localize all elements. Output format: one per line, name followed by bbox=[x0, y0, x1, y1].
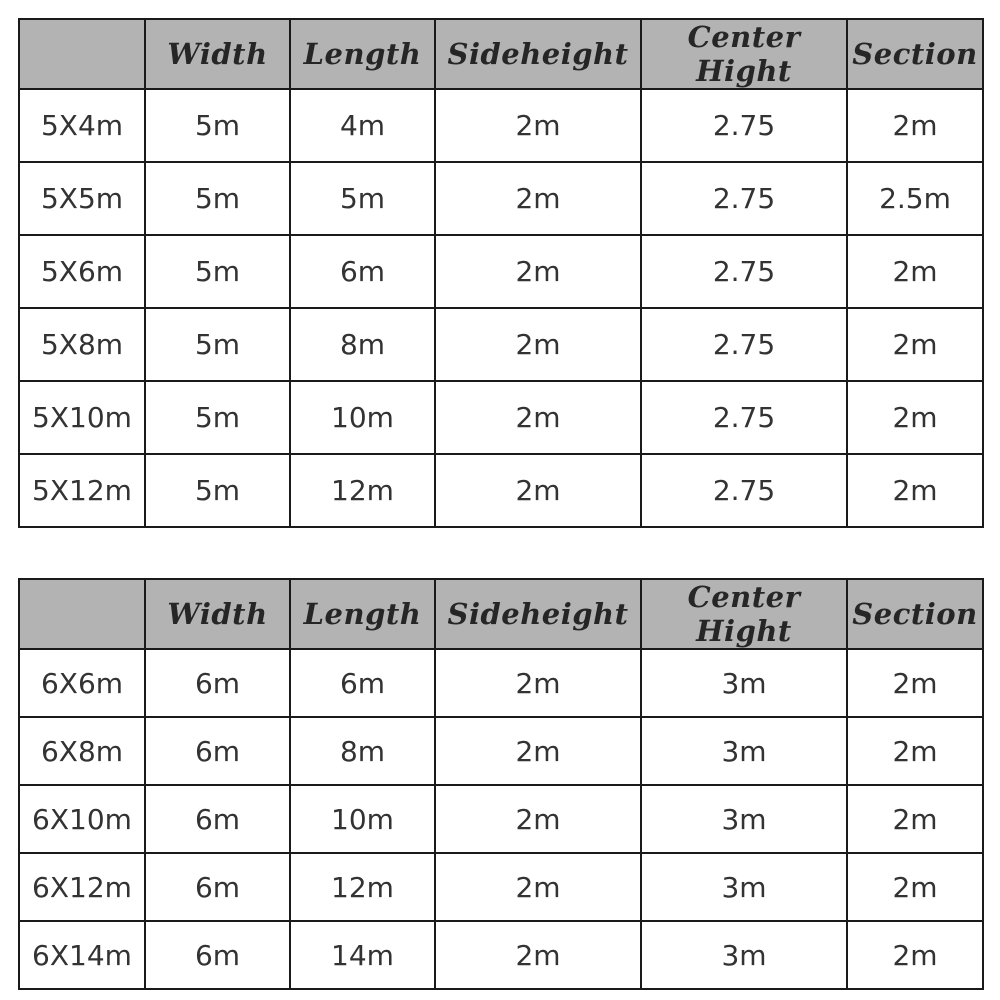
width-cell: 6m bbox=[145, 649, 290, 717]
sideheight-cell: 2m bbox=[435, 853, 641, 921]
center-hight-cell: 3m bbox=[641, 785, 847, 853]
model-cell: 5X5m bbox=[19, 162, 145, 235]
section-cell: 2m bbox=[847, 853, 983, 921]
center-hight-cell: 3m bbox=[641, 649, 847, 717]
section-cell: 2m bbox=[847, 308, 983, 381]
header-length: Length bbox=[290, 19, 435, 89]
header-row bbox=[19, 579, 983, 649]
length-cell: 4m bbox=[290, 89, 435, 162]
model-cell: 5X10m bbox=[19, 381, 145, 454]
width-cell: 5m bbox=[145, 308, 290, 381]
length-cell: 10m bbox=[290, 785, 435, 853]
header-section: Section bbox=[847, 579, 983, 649]
sideheight-cell: 2m bbox=[435, 717, 641, 785]
table-row bbox=[19, 162, 983, 235]
length-cell: 6m bbox=[290, 649, 435, 717]
table-row bbox=[19, 235, 983, 308]
center-hight-cell: 3m bbox=[641, 853, 847, 921]
model-cell: 6X8m bbox=[19, 717, 145, 785]
model-cell: 5X6m bbox=[19, 235, 145, 308]
header-row bbox=[19, 19, 983, 89]
section-cell: 2m bbox=[847, 89, 983, 162]
model-cell: 6X12m bbox=[19, 853, 145, 921]
center-hight-cell: 3m bbox=[641, 921, 847, 989]
length-cell: 12m bbox=[290, 454, 435, 527]
center-hight-cell: 2.75 bbox=[641, 162, 847, 235]
sideheight-cell: 2m bbox=[435, 649, 641, 717]
length-cell: 8m bbox=[290, 308, 435, 381]
model-cell: 5X4m bbox=[19, 89, 145, 162]
sideheight-cell: 2m bbox=[435, 162, 641, 235]
center-hight-cell: 2.75 bbox=[641, 235, 847, 308]
center-hight-cell: 2.75 bbox=[641, 89, 847, 162]
header-center-hight: Center Hight bbox=[641, 579, 847, 649]
header-width: Width bbox=[145, 579, 290, 649]
table-body bbox=[19, 649, 983, 989]
width-cell: 6m bbox=[145, 785, 290, 853]
width-cell: 5m bbox=[145, 454, 290, 527]
length-cell: 14m bbox=[290, 921, 435, 989]
section-cell: 2m bbox=[847, 921, 983, 989]
sideheight-cell: 2m bbox=[435, 308, 641, 381]
length-cell: 12m bbox=[290, 853, 435, 921]
width-cell: 5m bbox=[145, 235, 290, 308]
header-sideheight: Sideheight bbox=[435, 19, 641, 89]
table-header bbox=[19, 19, 983, 89]
table-row bbox=[19, 785, 983, 853]
sideheight-cell: 2m bbox=[435, 381, 641, 454]
center-hight-cell: 2.75 bbox=[641, 308, 847, 381]
section-cell: 2m bbox=[847, 717, 983, 785]
table-row bbox=[19, 921, 983, 989]
table-row bbox=[19, 853, 983, 921]
sideheight-cell: 2m bbox=[435, 454, 641, 527]
width-cell: 5m bbox=[145, 89, 290, 162]
model-cell: 6X6m bbox=[19, 649, 145, 717]
model-cell: 5X12m bbox=[19, 454, 145, 527]
length-cell: 8m bbox=[290, 717, 435, 785]
section-cell: 2m bbox=[847, 785, 983, 853]
header-corner-cell bbox=[19, 579, 145, 649]
section-cell: 2m bbox=[847, 454, 983, 527]
header-section: Section bbox=[847, 19, 983, 89]
header-center-hight: Center Hight bbox=[641, 19, 847, 89]
width-cell: 5m bbox=[145, 162, 290, 235]
section-cell: 2m bbox=[847, 235, 983, 308]
length-cell: 5m bbox=[290, 162, 435, 235]
table-row bbox=[19, 649, 983, 717]
length-cell: 6m bbox=[290, 235, 435, 308]
header-width: Width bbox=[145, 19, 290, 89]
section-cell: 2m bbox=[847, 649, 983, 717]
model-cell: 5X8m bbox=[19, 308, 145, 381]
sideheight-cell: 2m bbox=[435, 89, 641, 162]
spec-table-5m bbox=[18, 18, 984, 528]
sideheight-cell: 2m bbox=[435, 235, 641, 308]
spec-table-6m bbox=[18, 578, 984, 990]
sideheight-cell: 2m bbox=[435, 921, 641, 989]
header-length: Length bbox=[290, 579, 435, 649]
table-row bbox=[19, 717, 983, 785]
center-hight-cell: 2.75 bbox=[641, 381, 847, 454]
width-cell: 6m bbox=[145, 853, 290, 921]
model-cell: 6X10m bbox=[19, 785, 145, 853]
header-sideheight: Sideheight bbox=[435, 579, 641, 649]
model-cell: 6X14m bbox=[19, 921, 145, 989]
width-cell: 5m bbox=[145, 381, 290, 454]
center-hight-cell: 2.75 bbox=[641, 454, 847, 527]
section-cell: 2.5m bbox=[847, 162, 983, 235]
table-row bbox=[19, 89, 983, 162]
table-row bbox=[19, 308, 983, 381]
sideheight-cell: 2m bbox=[435, 785, 641, 853]
width-cell: 6m bbox=[145, 717, 290, 785]
header-corner-cell bbox=[19, 19, 145, 89]
center-hight-cell: 3m bbox=[641, 717, 847, 785]
section-cell: 2m bbox=[847, 381, 983, 454]
table-row bbox=[19, 381, 983, 454]
width-cell: 6m bbox=[145, 921, 290, 989]
table-row bbox=[19, 454, 983, 527]
length-cell: 10m bbox=[290, 381, 435, 454]
table-header bbox=[19, 579, 983, 649]
table-body bbox=[19, 89, 983, 527]
